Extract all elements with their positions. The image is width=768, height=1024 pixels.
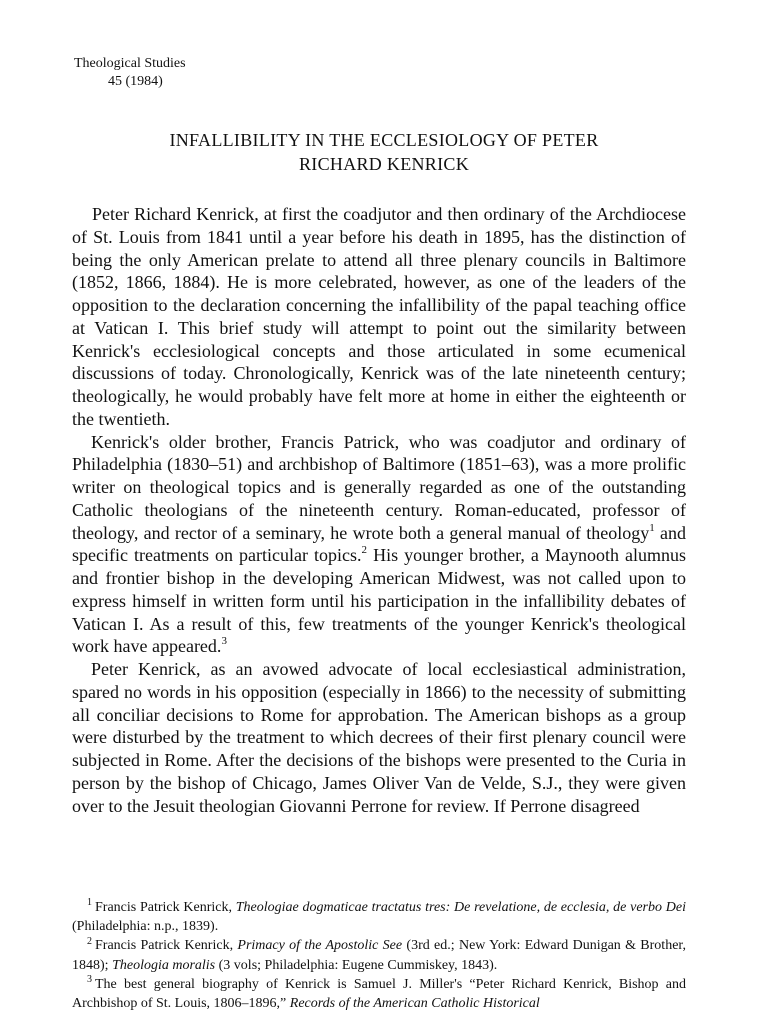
footnote-3-mark: 3 (87, 974, 92, 986)
paragraph-2-text-a: Kenrick's older brother, Francis Patrick, who was coadjutor and ordinary of Philadelphia (1830–51) and archbishop of Baltimore (1851–63), was a more prolific writer on theological topics and is generally regarded as one of the outstanding Catholic theologians of the nineteenth century. Roman-educated, professor of theology, and rector of a seminary, he wrote both a general manual of theology (72, 431, 686, 543)
footnote-1-title: Theologiae dogmaticae tractatus tres: De revelatione, de ecclesia, de verbo Dei (235, 900, 686, 915)
footnote-3 (72, 975, 686, 1013)
footnote-1-mark: 1 (87, 897, 92, 909)
article-title (0, 128, 768, 176)
paragraph-1: Peter Richard Kenrick, at first the coadjutor and then ordinary of the Archdiocese of St. Louis from 1841 until a year before his death in 1895, has the distinction of being the only American prelate to attend all three plenary councils in Baltimore (1852, 1866, 1884). He is more celebrated, however, as one of the leaders of the opposition to the declaration concerning the infallibility of the papal teaching office at Vatican I. This brief study will attempt to point out the similarity between Kenrick's ecclesiological concepts and those articulated in some ecumenical discussions of today. Chronologically, Kenrick was of the late nineteenth century; theologically, he would probably have felt more at home in either the eighteenth or the twentieth. (72, 204, 686, 429)
paragraph-2 (72, 431, 686, 659)
paragraph-2-text-c: His younger brother, a Maynooth alumnus and frontier bishop in the developing American Midwest, was not called upon to express himself in written form until his participation in the infallibility debates of Vatican I. As a result of this, few treatments of the younger Kenrick's theological work have appeared. (72, 545, 686, 657)
paragraph-2-text-b: and specific treatments on particular topics. (72, 522, 686, 566)
footnote-2-title-1: Primacy of the Apostolic See (237, 938, 403, 954)
footnote-3-text: The best general biography of Kenrick is Samuel J. Miller's “Peter Richard Kenrick, Bishop and Archbishop of St. Louis, 1806–1896,” (72, 976, 686, 1012)
article-body (72, 203, 686, 817)
footnote-2-author: Francis Patrick Kenrick, (95, 938, 238, 954)
footnote-2 (72, 936, 686, 974)
journal-volume: 45 (1984) (108, 74, 163, 89)
footnote-1 (72, 898, 686, 936)
footnote-1-rest: (Philadelphia: n.p., 1839). (72, 919, 219, 935)
footnote-ref-2[interactable]: 2 (361, 544, 368, 557)
footnote-1-author: Francis Patrick Kenrick, (95, 900, 236, 915)
footnote-ref-3[interactable]: 3 (221, 635, 227, 648)
footnote-2-mid: (3rd ed.; New York: Edward Dunigan & Brother, 1848); (72, 938, 687, 973)
footnote-ref-1[interactable]: 1 (649, 521, 655, 534)
article-title-line-1: INFALLIBILITY IN THE ECCLESIOLOGY OF PETER (169, 130, 599, 150)
article-title-line-2: RICHARD KENRICK (298, 154, 469, 174)
footnote-3-title: Records of the American Catholic Historical (289, 996, 540, 1012)
footnote-2-title-2: Theologia moralis (112, 957, 216, 973)
footnotes (72, 898, 686, 1013)
paragraph-3: Peter Kenrick, as an avowed advocate of local ecclesiastical administration, spared no words in his opposition (especially in 1866) to the necessity of submitting all conciliar decisions to Rome for approbation. The American bishops as a group were disturbed by the treatment to which decrees of their first plenary council were subjected in Rome. After the decisions of the bishops were presented to the Curia in person by the bishop of Chicago, James Oliver Van de Velde, S.J., they were given over to the Jesuit theologian Giovanni Perrone for review. If Perrone disagreed (72, 659, 686, 816)
journal-name: Theological Studies (74, 56, 186, 71)
footnote-2-rest: (3 vols; Philadelphia: Eugene Cummiskey, 1843). (215, 957, 498, 973)
journal-header (74, 55, 186, 91)
footnote-2-mark: 2 (87, 935, 92, 947)
